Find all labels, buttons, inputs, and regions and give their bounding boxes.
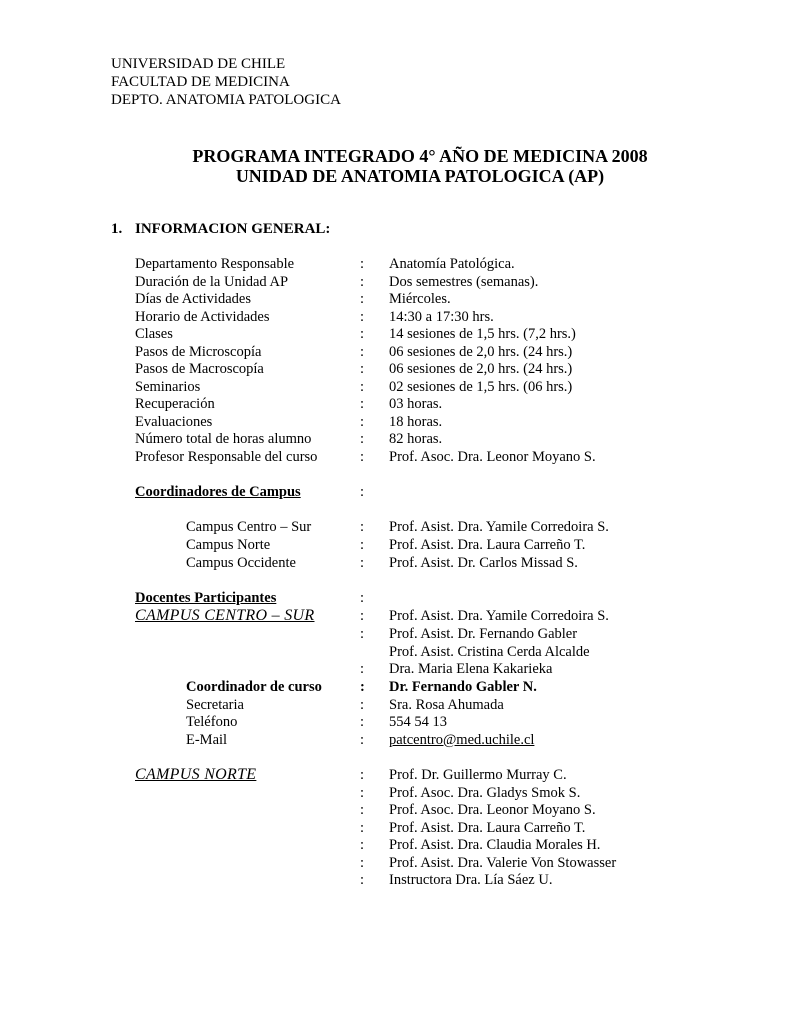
- colon: :: [360, 308, 365, 325]
- department-name: DEPTO. ANATOMIA PATOLOGICA: [111, 92, 341, 108]
- title-line-2: UNIDAD DE ANATOMIA PATOLOGICA (AP): [235, 166, 605, 186]
- colon: :: [360, 291, 365, 307]
- colon: :: [360, 555, 365, 571]
- colon: :: [360, 590, 365, 606]
- section-heading: [111, 221, 330, 238]
- info-value: Miércoles.: [389, 291, 451, 307]
- colon: :: [360, 626, 365, 642]
- coordinator-campus: Campus Norte: [186, 537, 271, 553]
- info-value: Dos semestres (semanas).: [389, 273, 539, 290]
- info-label: Días de Actividades: [135, 291, 251, 307]
- info-value: 06 sesiones de 2,0 hrs. (24 hrs.): [389, 361, 573, 377]
- info-value: 03 horas.: [389, 396, 443, 412]
- colon: :: [360, 537, 365, 553]
- coordinator-name: Prof. Asist. Dra. Yamile Corredoira S.: [389, 519, 609, 535]
- staff-member: Prof. Asist. Dra. Valerie Von Stowasser: [389, 854, 617, 871]
- colon: :: [360, 378, 365, 395]
- info-label: Seminarios: [135, 378, 201, 395]
- coordinator-name: Prof. Asist. Dr. Carlos Missad S.: [389, 555, 578, 571]
- staff-member: Prof. Asist. Dra. Laura Carreño T.: [389, 819, 586, 836]
- staff-member: Prof. Asoc. Dra. Leonor Moyano S.: [389, 802, 596, 818]
- coordinators-heading: Coordinadores de Campus: [135, 484, 301, 500]
- colon: :: [360, 484, 365, 500]
- info-value: Anatomía Patológica.: [389, 256, 515, 272]
- colon: :: [360, 343, 365, 360]
- colon: :: [360, 802, 365, 818]
- colon: :: [360, 731, 365, 748]
- secretary-label: Secretaria: [186, 696, 244, 713]
- institution-header: [111, 55, 341, 109]
- info-label: Recuperación: [135, 396, 215, 412]
- email-label: E-Mail: [186, 731, 228, 748]
- staff-member: Prof. Asist. Dra. Claudia Morales H.: [389, 837, 601, 853]
- colon: :: [360, 326, 365, 342]
- colon: :: [360, 854, 365, 871]
- colon: :: [360, 361, 365, 377]
- colon: :: [360, 714, 365, 730]
- info-label: Pasos de Microscopía: [135, 343, 262, 360]
- university-name: UNIVERSIDAD DE CHILE: [111, 56, 286, 72]
- secretary-name: Sra. Rosa Ahumada: [389, 696, 504, 713]
- staff-member: Instructora Dra. Lía Sáez U.: [389, 872, 553, 888]
- colon: :: [360, 273, 365, 290]
- campus-centro-sur-heading: CAMPUS CENTRO – SUR: [135, 607, 315, 624]
- section-number: 1.: [111, 221, 123, 237]
- colon: :: [360, 784, 365, 801]
- info-label: Número total de horas alumno: [135, 431, 312, 447]
- colon: :: [360, 256, 365, 272]
- info-label: Horario de Actividades: [135, 308, 270, 325]
- info-value: 82 horas.: [389, 431, 443, 447]
- colon: :: [360, 837, 365, 853]
- colon: :: [360, 696, 365, 713]
- coordinator-name: Prof. Asist. Dra. Laura Carreño T.: [389, 537, 586, 553]
- staff-member: Dra. Maria Elena Kakarieka: [389, 661, 553, 677]
- colon: :: [360, 661, 365, 677]
- colon: :: [360, 608, 365, 624]
- info-value: 18 horas.: [389, 413, 443, 430]
- colon: :: [360, 872, 365, 888]
- phone-label: Teléfono: [186, 714, 238, 730]
- info-value: Prof. Asoc. Dra. Leonor Moyano S.: [389, 448, 596, 465]
- info-label: Profesor Responsable del curso: [135, 448, 318, 465]
- info-label: Clases: [135, 326, 173, 342]
- title-line-1: PROGRAMA INTEGRADO 4° AÑO DE MEDICINA 2008: [192, 146, 648, 166]
- staff-member: Prof. Asist. Dra. Yamile Corredoira S.: [389, 608, 609, 624]
- email-link[interactable]: patcentro@med.uchile.cl: [389, 731, 535, 748]
- info-label: Departamento Responsable: [135, 256, 295, 272]
- colon: :: [360, 767, 365, 783]
- phone-number: 554 54 13: [389, 714, 447, 730]
- info-value: 02 sesiones de 1,5 hrs. (06 hrs.): [389, 378, 573, 395]
- colon: :: [360, 679, 365, 695]
- staff-member: Prof. Dr. Guillermo Murray C.: [389, 767, 567, 783]
- coordinator-campus: Campus Centro – Sur: [186, 519, 312, 535]
- info-label: Duración de la Unidad AP: [135, 273, 289, 290]
- section-title: INFORMACION GENERAL:: [135, 221, 331, 237]
- colon: :: [360, 431, 365, 447]
- campus-norte-heading: CAMPUS NORTE: [135, 766, 257, 783]
- faculty-name: FACULTAD DE MEDICINA: [111, 74, 290, 90]
- document-title: [0, 146, 800, 186]
- colon: :: [360, 413, 365, 430]
- course-coordinator-label: Coordinador de curso: [186, 679, 322, 695]
- info-value: 14 sesiones de 1,5 hrs. (7,2 hrs.): [389, 326, 576, 342]
- staff-member: Prof. Asoc. Dra. Gladys Smok S.: [389, 784, 581, 801]
- info-value: 06 sesiones de 2,0 hrs. (24 hrs.): [389, 343, 573, 360]
- colon: :: [360, 448, 365, 465]
- colon: :: [360, 819, 365, 836]
- docentes-heading: Docentes Participantes: [135, 590, 277, 606]
- staff-member: Prof. Asist. Dr. Fernando Gabler: [389, 626, 578, 642]
- info-value: 14:30 a 17:30 hrs.: [389, 308, 494, 325]
- colon: :: [360, 396, 365, 412]
- info-label: Evaluaciones: [135, 413, 213, 430]
- colon: :: [360, 519, 365, 535]
- coordinator-campus: Campus Occidente: [186, 555, 296, 571]
- staff-member: Prof. Asist. Cristina Cerda Alcalde: [389, 643, 590, 660]
- course-coordinator-name: Dr. Fernando Gabler N.: [389, 679, 537, 695]
- info-label: Pasos de Macroscopía: [135, 361, 264, 377]
